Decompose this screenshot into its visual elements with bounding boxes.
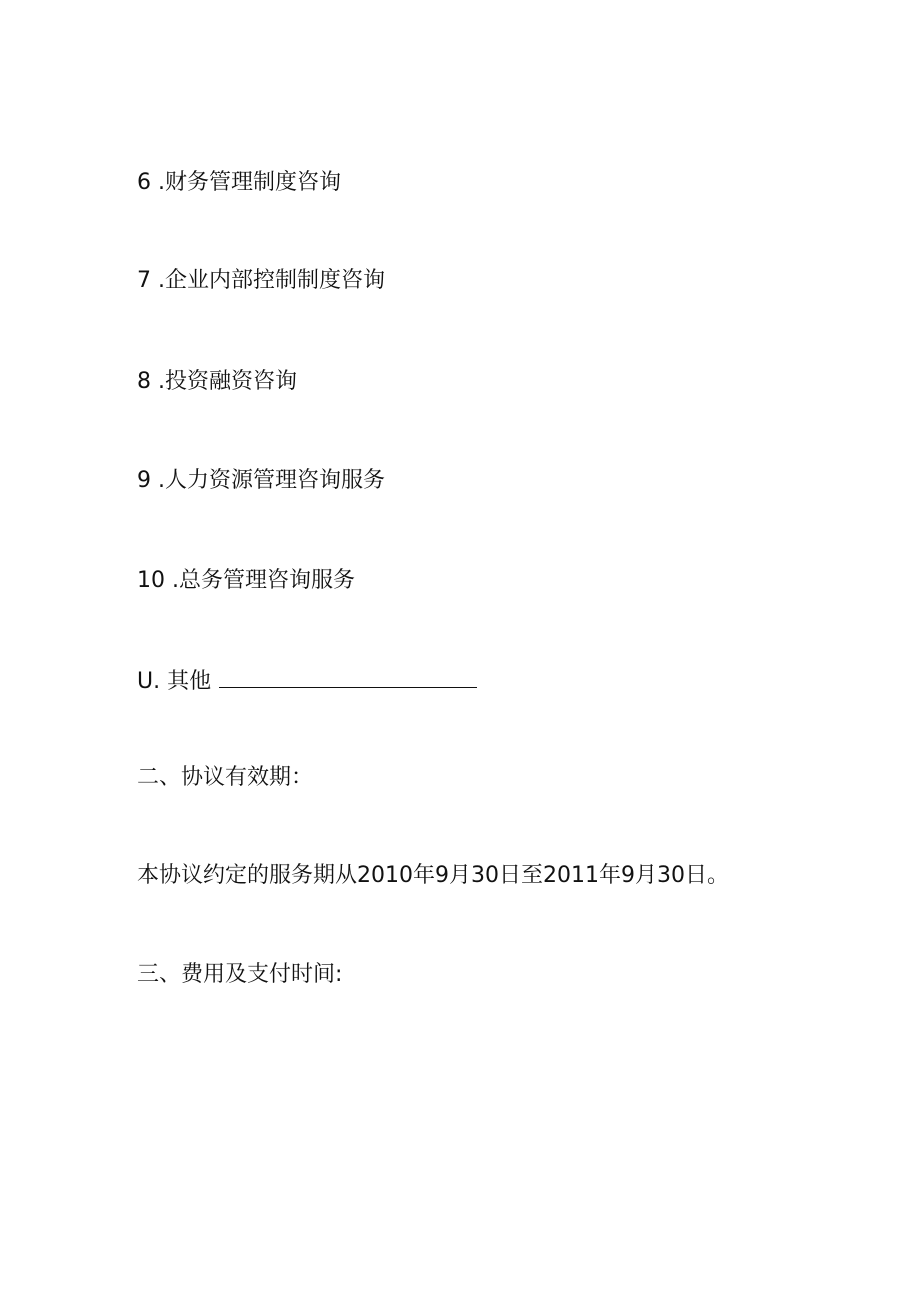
list-item [137, 566, 355, 596]
item-number: 8 [137, 369, 151, 394]
item-separator: . [151, 468, 165, 493]
section-heading-validity: 二、协议有效期： [137, 765, 314, 790]
item-separator: . [151, 268, 165, 293]
list-item-other [137, 665, 477, 697]
item-text: 总务管理咨询服务 [179, 568, 356, 593]
list-item [137, 367, 297, 397]
list-item [137, 168, 341, 198]
item-number: U. [137, 669, 161, 694]
item-separator: . [165, 568, 179, 593]
item-number: 7 [137, 268, 151, 293]
list-item [137, 266, 385, 296]
list-item [137, 466, 385, 496]
section-body-validity: 本协议约定的服务期从2010年9月30日至2011年9月30日。 [137, 863, 729, 888]
item-text: 投资融资咨询 [165, 369, 298, 394]
section-heading-fees: 三、费用及支付时间: [137, 962, 343, 987]
item-number: 6 [137, 170, 151, 195]
item-text: 人力资源管理咨询服务 [165, 468, 386, 493]
item-text: 财务管理制度咨询 [165, 170, 342, 195]
item-separator: . [151, 170, 165, 195]
item-number: 9 [137, 468, 151, 493]
item-text: 企业内部控制制度咨询 [165, 268, 386, 293]
item-separator: . [151, 369, 165, 394]
fill-in-blank [219, 665, 477, 688]
item-number: 10 [137, 568, 165, 593]
item-text: 其他 [167, 669, 212, 694]
